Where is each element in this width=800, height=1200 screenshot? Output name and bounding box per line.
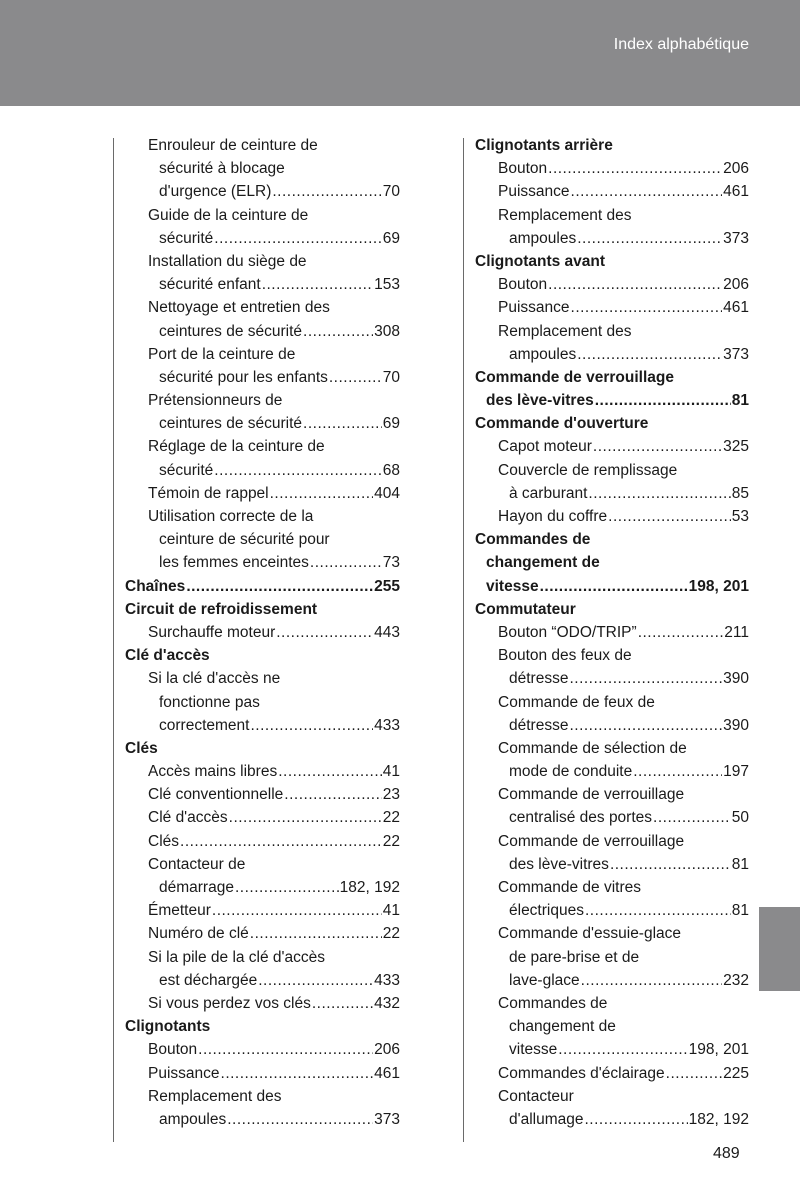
index-entry bbox=[119, 528, 400, 551]
index-entry bbox=[119, 250, 400, 273]
header-band bbox=[0, 0, 800, 106]
entry-text: détresse bbox=[509, 670, 569, 688]
entry-page-number: 373 bbox=[723, 345, 749, 363]
dot-leader bbox=[310, 551, 382, 574]
entry-text: Commandes d'éclairage bbox=[498, 1064, 665, 1082]
entry-text: ceinture de sécurité pour bbox=[159, 531, 330, 549]
entry-text: détresse bbox=[509, 716, 569, 734]
entry-text: Commande d'ouverture bbox=[475, 415, 649, 433]
entry-text: Clés bbox=[125, 739, 158, 757]
dot-leader bbox=[569, 667, 722, 690]
index-entry bbox=[469, 1108, 749, 1131]
entry-page-number: 206 bbox=[723, 160, 749, 178]
dot-leader bbox=[571, 296, 723, 319]
entry-text: centralisé des portes bbox=[509, 809, 653, 827]
entry-page-number: 432 bbox=[374, 994, 400, 1012]
entry-page-number: 443 bbox=[374, 623, 400, 641]
entry-text: sécurité enfant bbox=[159, 276, 261, 294]
entry-text: Clés bbox=[148, 832, 180, 850]
dot-leader bbox=[303, 320, 373, 343]
entry-text: sécurité pour les enfants bbox=[159, 368, 328, 386]
entry-page-number: 153 bbox=[374, 276, 400, 294]
dot-leader bbox=[272, 180, 381, 203]
entry-page-number: 70 bbox=[382, 368, 400, 386]
dot-leader bbox=[577, 227, 722, 250]
entry-text: Commandes de bbox=[498, 994, 608, 1012]
index-entry bbox=[469, 737, 749, 760]
entry-text: Surchauffe moteur bbox=[148, 623, 276, 641]
entry-text: fonctionne pas bbox=[159, 693, 260, 711]
entry-text: Commandes de bbox=[475, 531, 591, 549]
entry-text: Accès mains libres bbox=[148, 763, 278, 781]
entry-text: à carburant bbox=[509, 484, 588, 502]
index-entry bbox=[469, 853, 749, 876]
entry-text: vitesse bbox=[509, 1041, 558, 1059]
index-entry bbox=[119, 783, 400, 806]
dot-leader bbox=[214, 227, 381, 250]
index-entry bbox=[469, 320, 749, 343]
dot-leader bbox=[229, 806, 382, 829]
entry-text: changement de bbox=[486, 554, 600, 572]
entry-text: Clignotants bbox=[125, 1018, 211, 1036]
dot-leader bbox=[577, 343, 722, 366]
index-entry bbox=[119, 760, 400, 783]
entry-text: Utilisation correcte de la bbox=[148, 508, 314, 525]
index-entry bbox=[119, 969, 400, 992]
entry-text: ampoules bbox=[509, 229, 577, 247]
index-entry bbox=[119, 621, 400, 644]
index-entry bbox=[119, 922, 400, 945]
index-entry bbox=[469, 830, 749, 853]
dot-leader bbox=[653, 806, 731, 829]
index-entry bbox=[119, 667, 400, 690]
index-entry bbox=[119, 320, 400, 343]
index-entry bbox=[119, 389, 400, 412]
index-entry bbox=[119, 435, 400, 458]
dot-leader bbox=[610, 853, 731, 876]
index-entry bbox=[119, 459, 400, 482]
index-entry bbox=[469, 435, 749, 458]
entry-text: changement de bbox=[509, 1018, 616, 1036]
dot-leader bbox=[666, 1062, 722, 1085]
column-divider-left bbox=[113, 138, 114, 1142]
index-column-right bbox=[469, 134, 749, 1131]
entry-page-number: 198, 201 bbox=[688, 577, 749, 595]
entry-page-number: 50 bbox=[731, 809, 749, 827]
entry-page-number: 53 bbox=[731, 508, 749, 525]
index-entry bbox=[469, 227, 749, 250]
entry-text: Commande d'essuie-glace bbox=[498, 925, 682, 943]
index-entry bbox=[469, 459, 749, 482]
index-entry bbox=[119, 1038, 400, 1061]
entry-page-number: 68 bbox=[382, 461, 400, 479]
entry-page-number: 211 bbox=[724, 623, 749, 641]
entry-page-number: 390 bbox=[723, 716, 749, 734]
index-entry bbox=[469, 505, 749, 528]
entry-text: sécurité bbox=[159, 461, 214, 479]
dot-leader bbox=[548, 157, 722, 180]
entry-page-number: 308 bbox=[374, 322, 400, 340]
index-entry bbox=[469, 783, 749, 806]
entry-text: Commutateur bbox=[475, 600, 576, 618]
entry-text: Bouton bbox=[498, 276, 548, 294]
entry-text: sécurité bbox=[159, 229, 214, 247]
dot-leader bbox=[608, 505, 731, 528]
entry-text: Capot moteur bbox=[498, 438, 592, 456]
dot-leader bbox=[569, 714, 722, 737]
dot-leader bbox=[198, 1038, 373, 1061]
entry-text: sécurité à blocage bbox=[159, 160, 285, 178]
entry-page-number: 22 bbox=[382, 832, 400, 850]
entry-page-number: 23 bbox=[382, 786, 400, 804]
dot-leader bbox=[558, 1038, 687, 1061]
dot-leader bbox=[276, 621, 373, 644]
index-entry bbox=[469, 667, 749, 690]
entry-page-number: 404 bbox=[374, 484, 400, 502]
entry-text: Clé d'accès bbox=[125, 647, 210, 665]
dot-leader bbox=[595, 389, 731, 412]
index-entry bbox=[469, 250, 749, 273]
index-entry bbox=[469, 412, 749, 435]
index-entry bbox=[469, 389, 749, 412]
index-entry bbox=[119, 737, 400, 760]
entry-page-number: 232 bbox=[723, 971, 749, 989]
dot-leader bbox=[584, 1108, 687, 1131]
entry-text: Couvercle de remplissage bbox=[498, 461, 678, 479]
entry-text: Remplacement des bbox=[148, 1087, 282, 1105]
entry-text: Commande de verrouillage bbox=[498, 832, 685, 850]
index-entry bbox=[119, 296, 400, 319]
index-entry bbox=[469, 760, 749, 783]
index-entry bbox=[469, 575, 749, 598]
dot-leader bbox=[548, 273, 722, 296]
entry-page-number: 390 bbox=[723, 670, 749, 688]
index-entry bbox=[119, 343, 400, 366]
index-entry bbox=[119, 1085, 400, 1108]
index-entry bbox=[469, 273, 749, 296]
index-entry bbox=[119, 204, 400, 227]
entry-page-number: 73 bbox=[382, 554, 400, 572]
index-entry bbox=[119, 1108, 400, 1131]
entry-text: ampoules bbox=[509, 345, 577, 363]
index-entry bbox=[119, 551, 400, 574]
entry-text: ceintures de sécurité bbox=[159, 415, 303, 433]
index-entry bbox=[469, 482, 749, 505]
entry-text: démarrage bbox=[159, 879, 234, 896]
dot-leader bbox=[270, 482, 374, 505]
entry-page-number: 255 bbox=[374, 577, 400, 595]
entry-text: Nettoyage et entretien des bbox=[148, 299, 330, 317]
index-entry bbox=[119, 575, 400, 598]
index-entry bbox=[469, 528, 749, 551]
dot-leader bbox=[258, 969, 373, 992]
index-entry bbox=[119, 505, 400, 528]
index-entry bbox=[119, 899, 400, 922]
index-entry bbox=[119, 598, 400, 621]
entry-text: Commande de verrouillage bbox=[475, 368, 674, 386]
entry-page-number: 41 bbox=[382, 763, 400, 781]
dot-leader bbox=[214, 459, 381, 482]
index-entry bbox=[469, 899, 749, 922]
entry-page-number: 85 bbox=[731, 484, 749, 502]
index-entry bbox=[119, 946, 400, 969]
entry-text: des lève-vitres bbox=[509, 855, 609, 873]
entry-text: Si la pile de la clé d'accès bbox=[148, 948, 326, 966]
index-entry bbox=[119, 992, 400, 1015]
index-entry bbox=[119, 876, 400, 899]
entry-text: Bouton bbox=[498, 160, 548, 178]
entry-text: Guide de la ceinture de bbox=[148, 206, 309, 224]
index-entry bbox=[469, 134, 749, 157]
index-entry bbox=[119, 180, 400, 203]
entry-text: d'urgence (ELR) bbox=[159, 183, 272, 201]
entry-text: électriques bbox=[509, 902, 584, 920]
dot-leader bbox=[303, 412, 382, 435]
index-entry bbox=[469, 1085, 749, 1108]
index-entry bbox=[119, 482, 400, 505]
entry-text: correctement bbox=[159, 716, 250, 734]
entry-text: Commande de feux de bbox=[498, 693, 655, 711]
entry-page-number: 22 bbox=[382, 809, 400, 827]
entry-text: Émetteur bbox=[148, 902, 211, 920]
entry-text: Témoin de rappel bbox=[148, 484, 269, 502]
entry-text: Commande de sélection de bbox=[498, 739, 687, 757]
entry-page-number: 433 bbox=[374, 971, 400, 989]
index-entry bbox=[119, 1062, 400, 1085]
entry-text: Clé d'accès bbox=[148, 809, 228, 827]
dot-leader bbox=[585, 899, 731, 922]
entry-page-number: 225 bbox=[723, 1064, 749, 1082]
index-entry bbox=[469, 621, 749, 644]
entry-text: Hayon du coffre bbox=[498, 508, 608, 525]
entry-text: Commande de vitres bbox=[498, 879, 642, 896]
dot-leader bbox=[581, 969, 722, 992]
dot-leader bbox=[250, 922, 382, 945]
entry-text: Installation du siège de bbox=[148, 252, 307, 270]
entry-page-number: 198, 201 bbox=[688, 1041, 749, 1059]
dot-leader bbox=[633, 760, 722, 783]
dot-leader bbox=[588, 482, 730, 505]
index-entry bbox=[469, 366, 749, 389]
entry-page-number: 433 bbox=[374, 716, 400, 734]
entry-text: Numéro de clé bbox=[148, 925, 249, 943]
index-entry bbox=[469, 876, 749, 899]
entry-text: Puissance bbox=[498, 183, 570, 201]
entry-text: est déchargée bbox=[159, 971, 258, 989]
index-entry bbox=[119, 806, 400, 829]
entry-text: Enrouleur de ceinture de bbox=[148, 137, 318, 154]
entry-text: Bouton des feux de bbox=[498, 647, 632, 665]
entry-page-number: 70 bbox=[382, 183, 400, 201]
entry-text: les femmes enceintes bbox=[159, 554, 309, 572]
index-entry bbox=[119, 644, 400, 667]
entry-text: d'allumage bbox=[509, 1110, 584, 1128]
entry-text: Commande de verrouillage bbox=[498, 786, 685, 804]
entry-page-number: 22 bbox=[382, 925, 400, 943]
dot-leader bbox=[227, 1108, 373, 1131]
entry-text: Clé conventionnelle bbox=[148, 786, 284, 804]
entry-text: Contacteur bbox=[498, 1087, 574, 1105]
entry-page-number: 461 bbox=[723, 299, 749, 317]
entry-text: Remplacement des bbox=[498, 206, 632, 224]
entry-text: Bouton bbox=[148, 1041, 198, 1059]
entry-text: Si vous perdez vos clés bbox=[148, 994, 311, 1012]
dot-leader bbox=[278, 760, 382, 783]
entry-page-number: 206 bbox=[723, 276, 749, 294]
entry-text: Si la clé d'accès ne bbox=[148, 670, 281, 688]
entry-text: vitesse bbox=[486, 577, 539, 595]
index-entry bbox=[119, 227, 400, 250]
chapter-tab bbox=[759, 907, 800, 991]
index-entry bbox=[469, 204, 749, 227]
entry-text: Clignotants avant bbox=[475, 252, 606, 270]
entry-page-number: 182, 192 bbox=[688, 1110, 749, 1128]
entry-text: ampoules bbox=[159, 1110, 227, 1128]
entry-text: de pare-brise et de bbox=[509, 948, 640, 966]
index-entry bbox=[119, 412, 400, 435]
entry-text: Bouton “ODO/TRIP” bbox=[498, 623, 637, 641]
dot-leader bbox=[250, 714, 373, 737]
index-entry bbox=[469, 1062, 749, 1085]
entry-page-number: 81 bbox=[731, 392, 749, 410]
entry-text: des lève-vitres bbox=[486, 392, 594, 410]
index-entry bbox=[469, 1015, 749, 1038]
entry-text: ceintures de sécurité bbox=[159, 322, 303, 340]
index-entry bbox=[469, 296, 749, 319]
dot-leader bbox=[284, 783, 381, 806]
entry-page-number: 69 bbox=[382, 229, 400, 247]
entry-page-number: 182, 192 bbox=[339, 879, 400, 896]
entry-page-number: 41 bbox=[382, 902, 400, 920]
entry-page-number: 69 bbox=[382, 415, 400, 433]
index-entry bbox=[469, 691, 749, 714]
index-entry bbox=[469, 343, 749, 366]
dot-leader bbox=[186, 575, 373, 598]
dot-leader bbox=[312, 992, 373, 1015]
dot-leader bbox=[638, 621, 724, 644]
index-entry bbox=[119, 853, 400, 876]
dot-leader bbox=[329, 366, 382, 389]
entry-page-number: 206 bbox=[374, 1041, 400, 1059]
index-entry bbox=[469, 946, 749, 969]
index-entry bbox=[469, 551, 749, 574]
index-entry bbox=[469, 992, 749, 1015]
dot-leader bbox=[540, 575, 688, 598]
index-entry bbox=[469, 922, 749, 945]
entry-text: Circuit de refroidissement bbox=[125, 600, 318, 618]
entry-text: Puissance bbox=[148, 1064, 220, 1082]
index-entry bbox=[469, 714, 749, 737]
entry-text: Clignotants arrière bbox=[475, 137, 613, 154]
entry-page-number: 373 bbox=[723, 229, 749, 247]
index-entry bbox=[469, 1038, 749, 1061]
entry-page-number: 461 bbox=[374, 1064, 400, 1082]
entry-text: Prétensionneurs de bbox=[148, 392, 283, 410]
index-entry bbox=[469, 644, 749, 667]
index-entry bbox=[469, 180, 749, 203]
entry-page-number: 81 bbox=[731, 855, 749, 873]
index-entry bbox=[119, 830, 400, 853]
entry-text: mode de conduite bbox=[509, 763, 633, 781]
entry-page-number: 373 bbox=[374, 1110, 400, 1128]
entry-text: Contacteur de bbox=[148, 855, 246, 873]
entry-text: Port de la ceinture de bbox=[148, 345, 296, 363]
entry-text: lave-glace bbox=[509, 971, 580, 989]
entry-text: Chaînes bbox=[125, 577, 186, 595]
index-entry bbox=[469, 157, 749, 180]
index-entry bbox=[119, 1015, 400, 1038]
entry-text: Puissance bbox=[498, 299, 570, 317]
entry-page-number: 197 bbox=[723, 763, 749, 781]
index-column-left bbox=[119, 134, 400, 1131]
index-entry bbox=[469, 806, 749, 829]
dot-leader bbox=[593, 435, 722, 458]
entry-text: Remplacement des bbox=[498, 322, 632, 340]
dot-leader bbox=[212, 899, 382, 922]
index-entry bbox=[119, 134, 400, 157]
entry-text: Réglage de la ceinture de bbox=[148, 438, 325, 456]
entry-page-number: 325 bbox=[723, 438, 749, 456]
index-entry bbox=[469, 969, 749, 992]
dot-leader bbox=[262, 273, 373, 296]
dot-leader bbox=[571, 180, 723, 203]
entry-page-number: 81 bbox=[731, 902, 749, 920]
page-number: 489 bbox=[713, 1145, 740, 1162]
dot-leader bbox=[221, 1062, 374, 1085]
column-divider-right bbox=[463, 138, 464, 1142]
dot-leader bbox=[180, 830, 382, 853]
index-entry bbox=[119, 273, 400, 296]
index-entry bbox=[119, 691, 400, 714]
index-entry bbox=[119, 157, 400, 180]
index-entry bbox=[469, 598, 749, 621]
section-title: Index alphabétique bbox=[613, 36, 749, 53]
index-entry bbox=[119, 714, 400, 737]
dot-leader bbox=[235, 876, 339, 899]
entry-page-number: 461 bbox=[723, 183, 749, 201]
index-entry bbox=[119, 366, 400, 389]
